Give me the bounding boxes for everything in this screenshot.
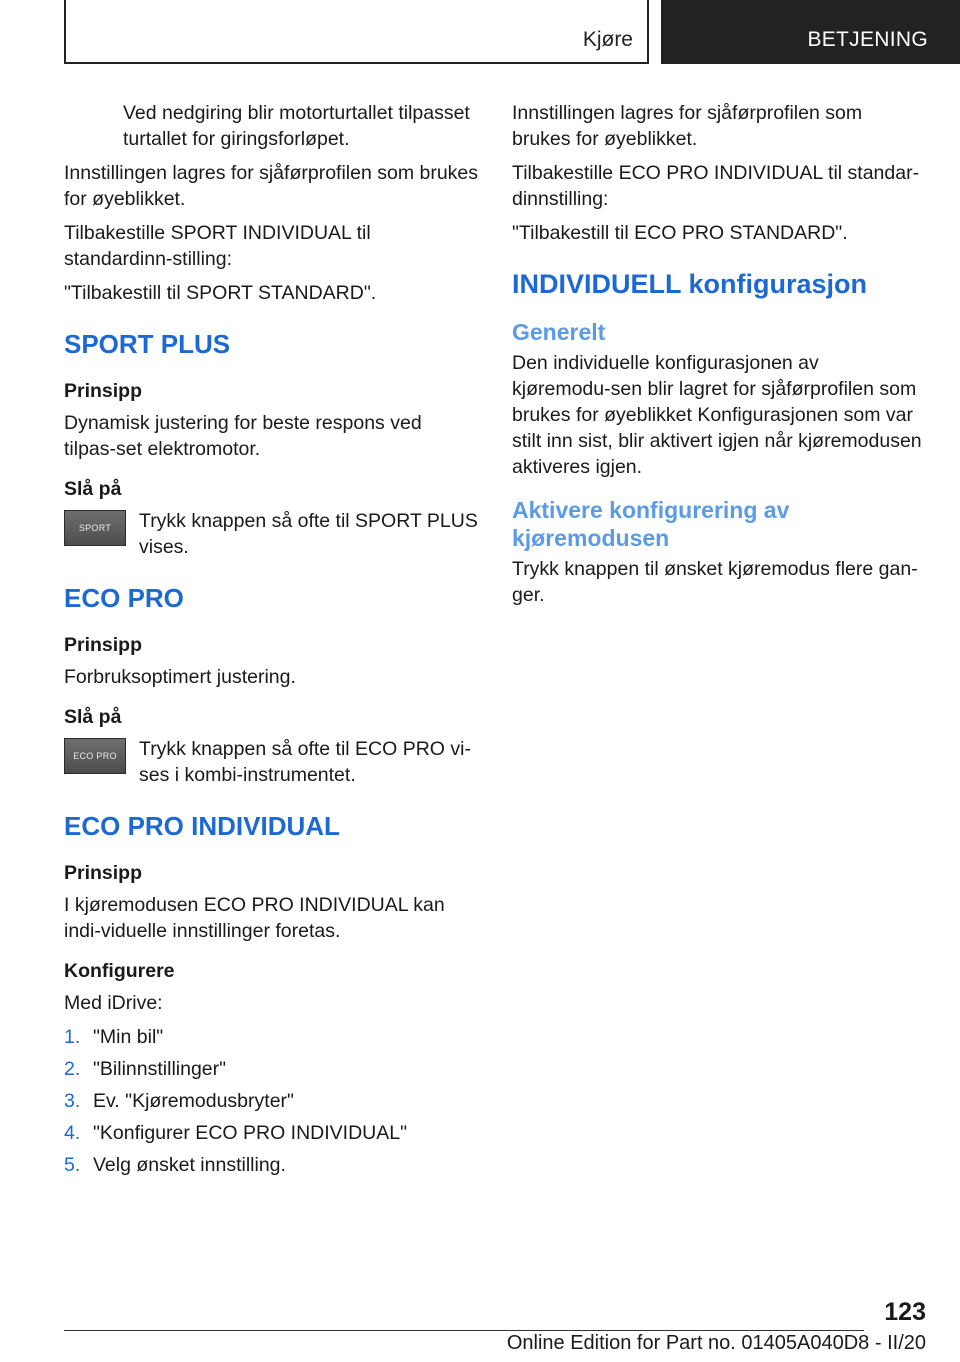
header-section-title: Kjøre (582, 28, 633, 51)
list-item (64, 1024, 479, 1050)
footer-divider (64, 1330, 864, 1331)
paragraph: "Tilbakestill til SPORT STANDARD". (64, 282, 377, 304)
paragraph: Dynamisk justering for beste respons ved tilpas-set elektromotor. (64, 412, 422, 460)
page-number: 123 (884, 1298, 926, 1326)
subheading-activate: Aktivere konfigurering av kjøremodusen (512, 497, 790, 551)
list-item (64, 1120, 479, 1146)
step-number: 3. (64, 1090, 81, 1112)
instruction-text: Trykk knappen så ofte til ECO PRO vi-ses i kombi-instrumentet. (139, 738, 471, 786)
subheading-principle: Prinsipp (64, 380, 143, 402)
paragraph: Trykk knappen til ønsket kjøremodus flere gan-ger. (512, 558, 918, 606)
step-text: Velg ønsket innstilling. (93, 1154, 286, 1176)
step-number: 2. (64, 1058, 81, 1080)
subheading-general: Generelt (512, 319, 606, 345)
header-section-tab (64, 0, 649, 64)
paragraph: Med iDrive: (64, 992, 163, 1014)
button-instruction-row (64, 508, 479, 560)
step-text: "Min bil" (93, 1026, 164, 1048)
step-text: Ev. "Kjøremodusbryter" (93, 1090, 294, 1112)
right-column (512, 100, 922, 616)
paragraph: Tilbakestille ECO PRO INDIVIDUAL til standar-dinnstilling: (512, 162, 920, 210)
section-heading-sport-plus: SPORT PLUS (64, 329, 231, 359)
list-item (64, 1152, 479, 1178)
paragraph: Innstillingen lagres for sjåførprofilen som brukes for øyeblikket. (512, 102, 863, 150)
subheading-principle: Prinsipp (64, 862, 143, 884)
section-heading-eco-pro: ECO PRO (64, 583, 184, 613)
paragraph: Innstillingen lagres for sjåførprofilen som brukes for øyeblikket. (64, 162, 479, 210)
instruction-text: Trykk knappen så ofte til SPORT PLUS vises. (139, 510, 478, 558)
header-chapter-title: BETJENING (807, 28, 928, 51)
subheading-configure: Konfigurere (64, 960, 175, 982)
step-text: "Konfigurer ECO PRO INDIVIDUAL" (93, 1122, 408, 1144)
paragraph: Den individuelle konfigurasjonen av kjøremodu-sen blir lagret for sjåførprofilen som brukes for øyeblikket Konfigurasjonen som var stilt inn sist, blir aktivert igjen når kjøremodusen aktiveres igjen. (512, 352, 922, 478)
paragraph: Forbruksoptimert justering. (64, 666, 296, 688)
eco-pro-button-icon: ECO PRO (64, 738, 126, 774)
subheading-switch-on: Slå på (64, 478, 122, 500)
list-item (64, 1088, 479, 1114)
paragraph: I kjøremodusen ECO PRO INDIVIDUAL kan indi-viduelle innstillinger foretas. (64, 894, 445, 942)
paragraph: Tilbakestille SPORT INDIVIDUAL til standardinn-stilling: (64, 222, 371, 270)
intro-paragraph: Ved nedgiring blir motorturtallet tilpasset turtallet for giringsforløpet. (123, 102, 470, 150)
section-heading-individual-config: INDIVIDUELL konfigurasjon (512, 269, 868, 299)
section-heading-eco-pro-individual: ECO PRO INDIVIDUAL (64, 811, 340, 841)
step-number: 5. (64, 1154, 81, 1176)
header-chapter-tab (661, 0, 960, 64)
subheading-switch-on: Slå på (64, 706, 122, 728)
step-number: 1. (64, 1026, 81, 1048)
footer-edition: Online Edition for Part no. 01405A040D8 - II/20 (506, 1332, 926, 1354)
step-number: 4. (64, 1122, 81, 1144)
left-column (64, 100, 479, 1184)
subheading-principle: Prinsipp (64, 634, 143, 656)
button-instruction-row (64, 736, 479, 788)
paragraph: "Tilbakestill til ECO PRO STANDARD". (512, 222, 848, 244)
sport-button-icon: SPORT (64, 510, 126, 546)
step-text: "Bilinnstillinger" (93, 1058, 227, 1080)
steps-list (64, 1024, 479, 1178)
list-item (64, 1056, 479, 1082)
